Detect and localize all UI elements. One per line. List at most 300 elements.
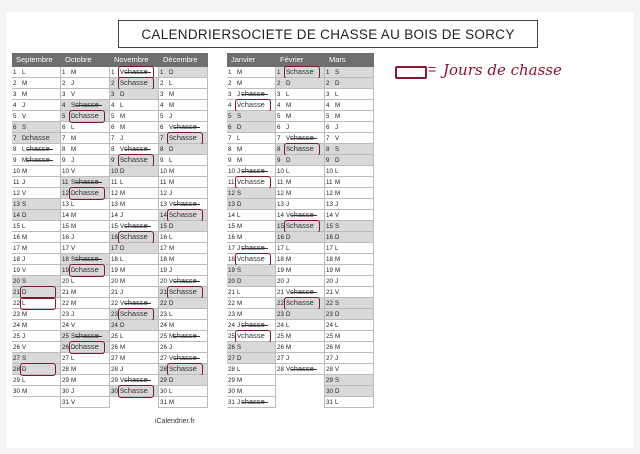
day-cell bbox=[61, 133, 109, 144]
day-number: 11 bbox=[326, 179, 333, 186]
day-cell bbox=[325, 386, 373, 397]
month-header-bar bbox=[227, 53, 374, 67]
day-number: 21 bbox=[160, 289, 167, 296]
weekday-letter: M bbox=[71, 366, 77, 373]
day-number: 26 bbox=[62, 344, 69, 351]
day-number: 22 bbox=[62, 300, 69, 307]
day-number: 11 bbox=[160, 179, 167, 186]
weekday-letter: S bbox=[71, 256, 76, 263]
day-number: 16 bbox=[326, 234, 333, 241]
weekday-letter: V bbox=[169, 124, 174, 131]
weekday-letter: S bbox=[22, 278, 27, 285]
weekday-letter: S bbox=[22, 124, 27, 131]
day-number: 4 bbox=[62, 102, 66, 109]
day-number: 22 bbox=[277, 300, 284, 307]
weekday-letter: J bbox=[169, 113, 173, 120]
day-number: 30 bbox=[13, 388, 20, 395]
weekday-letter: M bbox=[335, 102, 341, 109]
weekday-letter: M bbox=[335, 267, 341, 274]
weekday-letter: D bbox=[120, 168, 125, 175]
day-number: 24 bbox=[13, 322, 20, 329]
day-cell bbox=[325, 254, 373, 265]
day-cell bbox=[227, 221, 275, 232]
day-cell bbox=[12, 254, 60, 265]
day-cell bbox=[159, 78, 207, 89]
weekday-letter: M bbox=[237, 300, 243, 307]
day-number: 28 bbox=[326, 366, 333, 373]
day-cell bbox=[325, 298, 373, 309]
weekday-letter: S bbox=[237, 267, 242, 274]
day-number: 20 bbox=[160, 278, 167, 285]
day-cell bbox=[325, 199, 373, 210]
weekday-letter: V bbox=[286, 135, 291, 142]
weekday-letter: V bbox=[237, 179, 242, 186]
weekday-letter: D bbox=[169, 69, 174, 76]
day-number: 2 bbox=[277, 80, 281, 87]
day-number: 19 bbox=[326, 267, 333, 274]
day-number: 8 bbox=[228, 146, 232, 153]
day-cell bbox=[12, 188, 60, 199]
weekday-letter: M bbox=[169, 179, 175, 186]
weekday-letter: S bbox=[169, 366, 174, 373]
day-number: 17 bbox=[62, 245, 69, 252]
strike-line bbox=[76, 259, 102, 260]
day-number: 21 bbox=[277, 289, 284, 296]
day-cell bbox=[325, 166, 373, 177]
day-cell bbox=[325, 111, 373, 122]
day-cell bbox=[325, 133, 373, 144]
weekday-letter: M bbox=[286, 267, 292, 274]
day-cell bbox=[110, 320, 158, 331]
weekday-letter: S bbox=[335, 69, 340, 76]
weekday-letter: M bbox=[22, 157, 28, 164]
day-number: 28 bbox=[62, 366, 69, 373]
day-number: 26 bbox=[277, 344, 284, 351]
day-cell bbox=[61, 78, 109, 89]
weekday-letter: L bbox=[120, 179, 124, 186]
day-cell bbox=[61, 309, 109, 320]
weekday-letter: M bbox=[169, 102, 175, 109]
day-cell bbox=[12, 221, 60, 232]
day-number: 1 bbox=[13, 69, 17, 76]
weekday-letter: S bbox=[286, 223, 291, 230]
day-number: 18 bbox=[228, 256, 235, 263]
day-number: 2 bbox=[111, 80, 115, 87]
weekday-letter: M bbox=[71, 377, 77, 384]
day-cell bbox=[110, 331, 158, 342]
weekday-letter: S bbox=[120, 80, 125, 87]
day-number: 26 bbox=[111, 344, 118, 351]
day-number: 25 bbox=[62, 333, 69, 340]
weekday-letter: L bbox=[286, 322, 290, 329]
weekday-letter: V bbox=[169, 355, 174, 362]
day-number: 19 bbox=[111, 267, 118, 274]
day-number: 25 bbox=[111, 333, 118, 340]
day-number: 21 bbox=[111, 289, 118, 296]
weekday-letter: D bbox=[286, 234, 291, 241]
day-cell bbox=[110, 265, 158, 276]
day-cell bbox=[227, 265, 275, 276]
day-number: 4 bbox=[277, 102, 281, 109]
weekday-letter: M bbox=[237, 69, 243, 76]
day-cell bbox=[159, 397, 207, 408]
day-number: 18 bbox=[62, 256, 69, 263]
day-cell bbox=[110, 111, 158, 122]
weekday-letter: S bbox=[71, 333, 76, 340]
day-cell bbox=[276, 78, 324, 89]
day-number: 20 bbox=[111, 278, 118, 285]
strike-line bbox=[291, 138, 317, 139]
day-number: 16 bbox=[160, 234, 167, 241]
day-cell bbox=[325, 221, 373, 232]
weekday-letter: V bbox=[71, 91, 76, 98]
weekday-letter: L bbox=[71, 201, 75, 208]
day-number: 7 bbox=[13, 135, 17, 142]
day-number: 13 bbox=[111, 201, 118, 208]
strike-line bbox=[27, 160, 53, 161]
day-cell bbox=[159, 166, 207, 177]
weekday-letter: V bbox=[335, 135, 340, 142]
day-cell bbox=[325, 144, 373, 155]
weekday-letter: L bbox=[169, 157, 173, 164]
day-number: 10 bbox=[277, 168, 284, 175]
day-number: 18 bbox=[160, 256, 167, 263]
day-number: 31 bbox=[326, 399, 333, 406]
day-number: 23 bbox=[326, 311, 333, 318]
weekday-letter: M bbox=[120, 190, 126, 197]
month-name-3: Décembre bbox=[163, 55, 198, 64]
day-number: 1 bbox=[160, 69, 164, 76]
day-cell bbox=[227, 397, 275, 408]
day-number: 30 bbox=[62, 388, 69, 395]
day-number: 15 bbox=[160, 223, 167, 230]
day-number: 7 bbox=[228, 135, 232, 142]
day-number: 29 bbox=[326, 377, 333, 384]
day-number: 3 bbox=[62, 91, 66, 98]
day-number: 13 bbox=[277, 201, 284, 208]
weekday-letter: M bbox=[120, 113, 126, 120]
day-number: 15 bbox=[62, 223, 69, 230]
weekday-letter: S bbox=[335, 300, 340, 307]
strike-line bbox=[174, 358, 200, 359]
day-number: 27 bbox=[62, 355, 69, 362]
weekday-letter: D bbox=[286, 80, 291, 87]
weekday-letter: D bbox=[335, 157, 340, 164]
weekday-letter: M bbox=[286, 256, 292, 263]
day-number: 11 bbox=[277, 179, 284, 186]
weekday-letter: J bbox=[237, 399, 241, 406]
weekday-letter: S bbox=[169, 212, 174, 219]
day-number: 5 bbox=[111, 113, 115, 120]
day-number: 11 bbox=[62, 179, 69, 186]
hunt-note: chasse bbox=[290, 67, 314, 76]
weekday-letter: J bbox=[237, 322, 241, 329]
hunt-note: chasse bbox=[241, 331, 265, 340]
weekday-letter: D bbox=[22, 366, 27, 373]
weekday-letter: S bbox=[71, 102, 76, 109]
weekday-letter: D bbox=[286, 157, 291, 164]
weekday-letter: L bbox=[286, 91, 290, 98]
weekday-letter: D bbox=[169, 146, 174, 153]
strike-line bbox=[76, 182, 102, 183]
day-number: 23 bbox=[62, 311, 69, 318]
day-number: 25 bbox=[13, 333, 20, 340]
day-cell bbox=[159, 177, 207, 188]
strike-line bbox=[125, 149, 151, 150]
day-number: 14 bbox=[326, 212, 333, 219]
day-number: 12 bbox=[277, 190, 284, 197]
weekday-letter: J bbox=[71, 388, 75, 395]
day-number: 12 bbox=[13, 190, 20, 197]
day-number: 2 bbox=[13, 80, 17, 87]
day-number: 24 bbox=[228, 322, 235, 329]
day-number: 26 bbox=[13, 344, 20, 351]
weekday-letter: J bbox=[22, 256, 26, 263]
hunt-note: chasse bbox=[124, 78, 148, 87]
day-cell bbox=[12, 166, 60, 177]
day-number: 30 bbox=[111, 388, 118, 395]
strike-line bbox=[291, 292, 317, 293]
weekday-letter: L bbox=[237, 366, 241, 373]
day-cell bbox=[325, 243, 373, 254]
day-number: 13 bbox=[228, 201, 235, 208]
day-cell bbox=[276, 166, 324, 177]
day-cell bbox=[159, 155, 207, 166]
day-cell bbox=[325, 320, 373, 331]
weekday-letter: L bbox=[120, 256, 124, 263]
weekday-letter: M bbox=[286, 344, 292, 351]
day-number: 31 bbox=[160, 399, 167, 406]
weekday-letter: J bbox=[335, 201, 339, 208]
day-number: 24 bbox=[160, 322, 167, 329]
day-cell bbox=[227, 144, 275, 155]
weekday-letter: M bbox=[237, 388, 243, 395]
day-cell bbox=[276, 111, 324, 122]
weekday-letter: J bbox=[335, 124, 339, 131]
day-cell bbox=[110, 188, 158, 199]
day-number: 3 bbox=[111, 91, 115, 98]
weekday-letter: L bbox=[120, 333, 124, 340]
day-number: 12 bbox=[111, 190, 118, 197]
day-cell bbox=[325, 342, 373, 353]
day-number: 1 bbox=[228, 69, 232, 76]
day-number: 11 bbox=[228, 179, 235, 186]
day-cell bbox=[110, 177, 158, 188]
day-number: 10 bbox=[160, 168, 167, 175]
day-number: 29 bbox=[62, 377, 69, 384]
day-number: 10 bbox=[62, 168, 69, 175]
weekday-letter: V bbox=[335, 212, 340, 219]
day-number: 12 bbox=[326, 190, 333, 197]
month-name-5: Février bbox=[280, 55, 304, 64]
weekday-letter: D bbox=[335, 80, 340, 87]
weekday-letter: M bbox=[120, 201, 126, 208]
weekday-letter: S bbox=[120, 157, 125, 164]
weekday-letter: S bbox=[286, 300, 291, 307]
weekday-letter: M bbox=[71, 69, 77, 76]
day-cell bbox=[227, 287, 275, 298]
day-cell bbox=[276, 364, 324, 375]
weekday-letter: S bbox=[169, 135, 174, 142]
strike-line bbox=[174, 127, 200, 128]
day-cell bbox=[276, 89, 324, 100]
weekday-letter: M bbox=[335, 190, 341, 197]
weekday-letter: L bbox=[22, 377, 26, 384]
weekday-letter: J bbox=[22, 102, 26, 109]
day-number: 19 bbox=[277, 267, 284, 274]
day-number: 14 bbox=[277, 212, 284, 219]
day-number: 8 bbox=[160, 146, 164, 153]
day-number: 6 bbox=[111, 124, 115, 131]
day-number: 1 bbox=[62, 69, 66, 76]
day-number: 25 bbox=[228, 333, 235, 340]
day-number: 12 bbox=[62, 190, 69, 197]
weekday-letter: M bbox=[120, 124, 126, 131]
day-number: 20 bbox=[13, 278, 20, 285]
day-cell bbox=[227, 67, 275, 78]
weekday-letter: V bbox=[120, 223, 125, 230]
weekday-letter: M bbox=[169, 168, 175, 175]
weekday-letter: D bbox=[335, 311, 340, 318]
day-number: 4 bbox=[13, 102, 17, 109]
weekday-letter: V bbox=[120, 300, 125, 307]
weekday-letter: S bbox=[120, 311, 125, 318]
day-cell bbox=[227, 375, 275, 386]
hunt-note: chasse bbox=[75, 188, 99, 197]
weekday-letter: J bbox=[237, 245, 241, 252]
weekday-letter: L bbox=[237, 289, 241, 296]
day-cell bbox=[276, 188, 324, 199]
weekday-letter: M bbox=[335, 256, 341, 263]
day-number: 23 bbox=[13, 311, 20, 318]
day-number: 15 bbox=[277, 223, 284, 230]
day-cell bbox=[12, 309, 60, 320]
weekday-letter: L bbox=[71, 278, 75, 285]
weekday-letter: J bbox=[120, 366, 124, 373]
weekday-letter: D bbox=[71, 190, 76, 197]
day-number: 7 bbox=[326, 135, 330, 142]
hunt-note: chasse bbox=[173, 287, 197, 296]
day-number: 17 bbox=[13, 245, 20, 252]
day-number: 10 bbox=[326, 168, 333, 175]
weekday-letter: M bbox=[120, 278, 126, 285]
day-number: 7 bbox=[111, 135, 115, 142]
day-cell bbox=[325, 397, 373, 408]
day-number: 14 bbox=[228, 212, 235, 219]
day-number: 8 bbox=[111, 146, 115, 153]
day-number: 6 bbox=[326, 124, 330, 131]
day-cell bbox=[159, 386, 207, 397]
hunt-note: chasse bbox=[173, 210, 197, 219]
day-number: 17 bbox=[111, 245, 118, 252]
day-number: 10 bbox=[228, 168, 235, 175]
weekday-letter: S bbox=[22, 201, 27, 208]
day-number: 18 bbox=[13, 256, 20, 263]
day-number: 6 bbox=[277, 124, 281, 131]
day-cell bbox=[12, 232, 60, 243]
weekday-letter: M bbox=[286, 113, 292, 120]
weekday-letter: D bbox=[22, 135, 27, 142]
day-number: 20 bbox=[62, 278, 69, 285]
weekday-letter: D bbox=[237, 355, 242, 362]
weekday-letter: J bbox=[286, 124, 290, 131]
weekday-letter: V bbox=[120, 377, 125, 384]
day-number: 17 bbox=[326, 245, 333, 252]
day-number: 25 bbox=[160, 333, 167, 340]
weekday-letter: S bbox=[237, 190, 242, 197]
day-cell bbox=[110, 254, 158, 265]
strike-line bbox=[242, 402, 268, 403]
day-cell bbox=[61, 386, 109, 397]
day-number: 14 bbox=[160, 212, 167, 219]
weekday-letter: L bbox=[286, 245, 290, 252]
day-cell bbox=[227, 353, 275, 364]
day-cell bbox=[325, 67, 373, 78]
weekday-letter: J bbox=[71, 234, 75, 241]
weekday-letter: J bbox=[71, 80, 75, 87]
day-number: 20 bbox=[277, 278, 284, 285]
day-number: 6 bbox=[62, 124, 66, 131]
weekday-letter: L bbox=[22, 146, 26, 153]
weekday-letter: M bbox=[22, 311, 28, 318]
day-cell bbox=[325, 287, 373, 298]
day-number: 18 bbox=[111, 256, 118, 263]
day-number: 8 bbox=[277, 146, 281, 153]
day-cell bbox=[61, 232, 109, 243]
day-cell bbox=[12, 177, 60, 188]
day-number: 11 bbox=[111, 179, 118, 186]
day-number: 23 bbox=[111, 311, 118, 318]
day-number: 25 bbox=[277, 333, 284, 340]
day-number: 16 bbox=[62, 234, 69, 241]
weekday-letter: D bbox=[120, 322, 125, 329]
day-number: 29 bbox=[111, 377, 118, 384]
day-number: 12 bbox=[160, 190, 167, 197]
month-divider bbox=[207, 67, 208, 408]
day-cell bbox=[325, 353, 373, 364]
day-number: 19 bbox=[228, 267, 235, 274]
day-cell bbox=[325, 265, 373, 276]
weekday-letter: L bbox=[169, 311, 173, 318]
day-number: 9 bbox=[111, 157, 115, 164]
weekday-letter: D bbox=[237, 124, 242, 131]
weekday-letter: M bbox=[71, 289, 77, 296]
day-cell bbox=[159, 331, 207, 342]
weekday-letter: M bbox=[22, 91, 28, 98]
legend-text: Jours de chasse bbox=[443, 61, 562, 79]
weekday-letter: M bbox=[237, 234, 243, 241]
weekday-letter: D bbox=[237, 201, 242, 208]
day-number: 13 bbox=[13, 201, 20, 208]
day-number: 6 bbox=[228, 124, 232, 131]
day-cell bbox=[12, 375, 60, 386]
month-name-4: Janvier bbox=[231, 55, 256, 64]
day-number: 28 bbox=[13, 366, 20, 373]
day-number: 8 bbox=[13, 146, 17, 153]
weekday-letter: M bbox=[286, 179, 292, 186]
weekday-letter: D bbox=[169, 377, 174, 384]
day-number: 19 bbox=[13, 267, 20, 274]
weekday-letter: M bbox=[237, 223, 243, 230]
strike-line bbox=[291, 369, 317, 370]
day-cell bbox=[227, 133, 275, 144]
day-number: 21 bbox=[13, 289, 20, 296]
day-cell bbox=[12, 265, 60, 276]
legend-equals: = bbox=[428, 61, 437, 77]
day-cell bbox=[325, 210, 373, 221]
day-number: 15 bbox=[13, 223, 20, 230]
day-cell bbox=[110, 89, 158, 100]
